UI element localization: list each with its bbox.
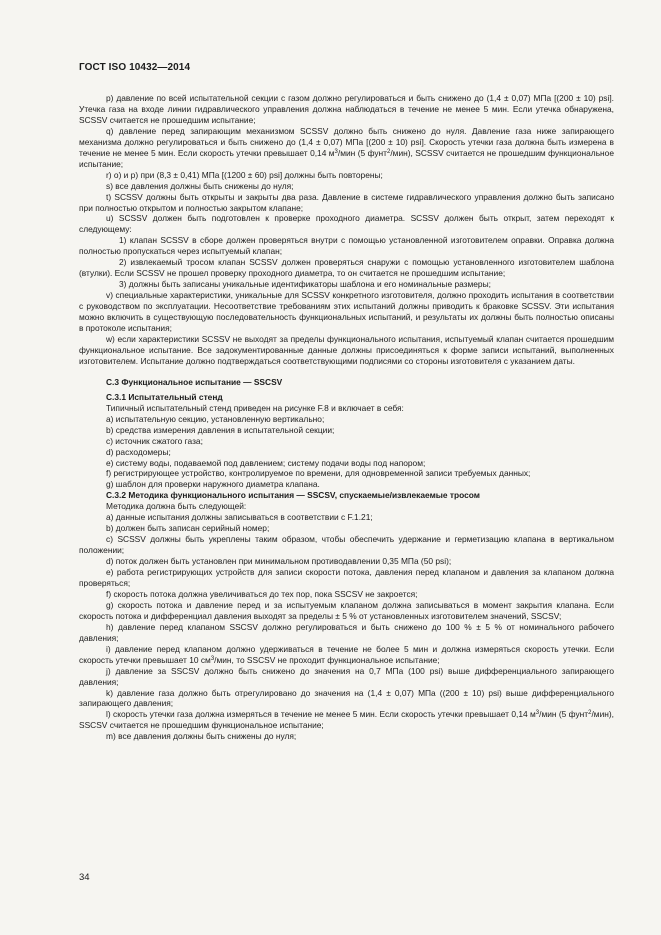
paragraph: v) специальные характеристики, уникальные для SCSSV конкретного изготовителя, должно проходить испытания в соответствии с руководством по эксплуатации. Несоответствие требованиям этих испытаний должны приводить к браковке SCSSV. Эти испытания можно включить в существующую последовательность функциональных испытаний, и результаты их должны быть полностью описаны в протоколе испытания; (79, 290, 614, 334)
paragraph: k) давление газа должно быть отрегулировано до значения на (1,4 ± 0,07) МПа ((200 ± 10) psi) выше дифференциального запирающего давления; (79, 687, 614, 709)
paragraph: b) должен быть записан серийный номер; (106, 523, 270, 534)
paragraph: 2) извлекаемый тросом клапан SCSSV должен проверяться снаружи с помощью установленного изготовителем шаблона (втулки). Если SCSSV не прошел проверку проходного диаметра, то он считается не прошедшим испытание; (79, 257, 614, 279)
paragraph: t) SCSSV должны быть открыты и закрыты два раза. Давление в системе гидравлического управления должно быть записано при полностью открытом и полностью закрытом клапане; (79, 191, 614, 213)
document-body (79, 93, 614, 742)
paragraph: с) SCSSV должны быть укреплены таким образом, чтобы обеспечить удержание и герметизацию клапана в вертикальном положении; (79, 534, 614, 556)
section-heading: С.3.1 Испытательный стенд (106, 391, 223, 402)
paragraph: r) о) и р) при (8,3 ± 0,41) МПа [(1200 ± 60) psi] должны быть повторены; (106, 169, 383, 180)
paragraph: 1) клапан SCSSV в сборе должен проверяться внутри с помощью установленной изготовителем оправки. Оправка должна полностью пропускаться через испытуемый клапан; (79, 235, 614, 257)
paragraph: w) если характеристики SCSSV не выходят за пределы функционального испытания, испытуемый клапан считается прошедшим функциональное испытание. Все задокументированные данные должны присоединяться к форме записи испытаний, выполненных изготовителем. Испытание должно подтверждаться соответствующими подписями со стороны изготовителя с указанием даты. (79, 333, 614, 366)
paragraph: g) шаблон для проверки наружного диаметра клапана. (106, 479, 320, 490)
paragraph: q) давление перед запирающим механизмом SCSSV должно быть снижено до нуля. Давление газа ниже запирающего механизма должно регулироваться и быть снижено до (1,4 ± 0,07) МПа [(200 ± 10) psi]. Скорость утечки газа должна быть измерена в течение не менее 5 мин. Если скорость утечки превышает 0,14 $м^3$/мин (5 фунт$^2$/мин), SCSSV считается не прошедшим функциональное испытание; (79, 125, 614, 169)
paragraph: е) работа регистрирующих устройств для записи скорости потока, давления перед клапаном и давления за клапаном должна проверяться; (79, 567, 614, 588)
document-header: ГОСТ ISO 10432—2014 (79, 62, 191, 73)
section-heading: С.3.2 Методика функционального испытания — SSCSV, спускаемые/извлекаемые тросом (106, 490, 480, 501)
paragraph: g) скорость потока и давление перед и за испытуемым клапаном должна записываться в момент закрытия клапана. Если скорость потока и дифференциал давления выходят за пределы ± 5 % от установленных изготовителем значений, SSCSV; (79, 599, 614, 621)
paragraph: h) давление перед клапаном SSCSV должно регулироваться и быть снижено до 100 % ± 5 % от номинального рабочего давления; (79, 621, 614, 643)
paragraph: а) испытательную секцию, установленную вертикально; (106, 413, 325, 424)
paragraph: m) все давления должны быть снижены до нуля; (106, 731, 297, 742)
paragraph: d) расходомеры; (106, 446, 171, 457)
paragraph: l) скорость утечки газа должна измеряться в течение не менее 5 мин. Если скорость утечки превышает 0,14 $м^3$/мин (5 фунт$^2$/мин), SSCSV считается не прошедшим функциональное испытание; (79, 709, 614, 731)
paragraph: j) давление за SSCSV должно быть снижено до значения на 0,7 МПа (100 psi) выше дифференциального запирающего давления; (79, 665, 614, 687)
paragraph: s) все давления должны быть снижены до нуля; (106, 180, 294, 191)
paragraph: 3) должны быть записаны уникальные идентификаторы шаблона и его номинальные размеры; (119, 279, 491, 290)
paragraph: е) систему воды, подаваемой под давлением; систему подачи воды под напором; (106, 457, 426, 468)
paragraph: р) давление по всей испытательной секции с газом должно регулироваться и быть снижено до (1,4 ± 0,07) МПа [(200 ± 10) psi]. Утечка газа на входе линии гидравлического управления должна наблюдаться в течение не менее 5 мин. Если утечка обнаружена, SCSSV считается не прошедшим испытание; (79, 93, 614, 125)
paragraph: а) данные испытания должны записываться в соответствии с F.1.21; (106, 512, 373, 523)
paragraph: i) давление перед клапаном должно удерживаться в течение не более 5 мин и должна измеряться скорость утечки. Если скорость утечки превышает 10 $см^3$/мин, то SSCSV не проходит функциональное испытание; (79, 643, 614, 665)
paragraph: d) поток должен быть установлен при минимальном противодавлении 0,35 МПа (50 psi); (106, 556, 452, 567)
paragraph: u) SCSSV должен быть подготовлен к проверке проходного диаметра. SCSSV должен быть открыт, затем переходят к следующему: (79, 213, 614, 235)
paragraph: Типичный испытательный стенд приведен на рисунке F.8 и включает в себя: (106, 402, 404, 413)
paragraph: f) скорость потока должна увеличиваться до тех пор, пока SSCSV не закроется; (106, 588, 418, 599)
paragraph: с) источник сжатого газа; (106, 435, 203, 446)
paragraph: b) средства измерения давления в испытательной секции; (106, 424, 335, 435)
paragraph: f) регистрирующее устройство, контролируемое по времени, для одновременной записи требуемых данных; (106, 468, 531, 479)
paragraph: Методика должна быть следующей: (106, 501, 247, 512)
page-number: 34 (79, 872, 90, 883)
section-heading: С.3 Функциональное испытание — SSCSV (106, 376, 283, 387)
